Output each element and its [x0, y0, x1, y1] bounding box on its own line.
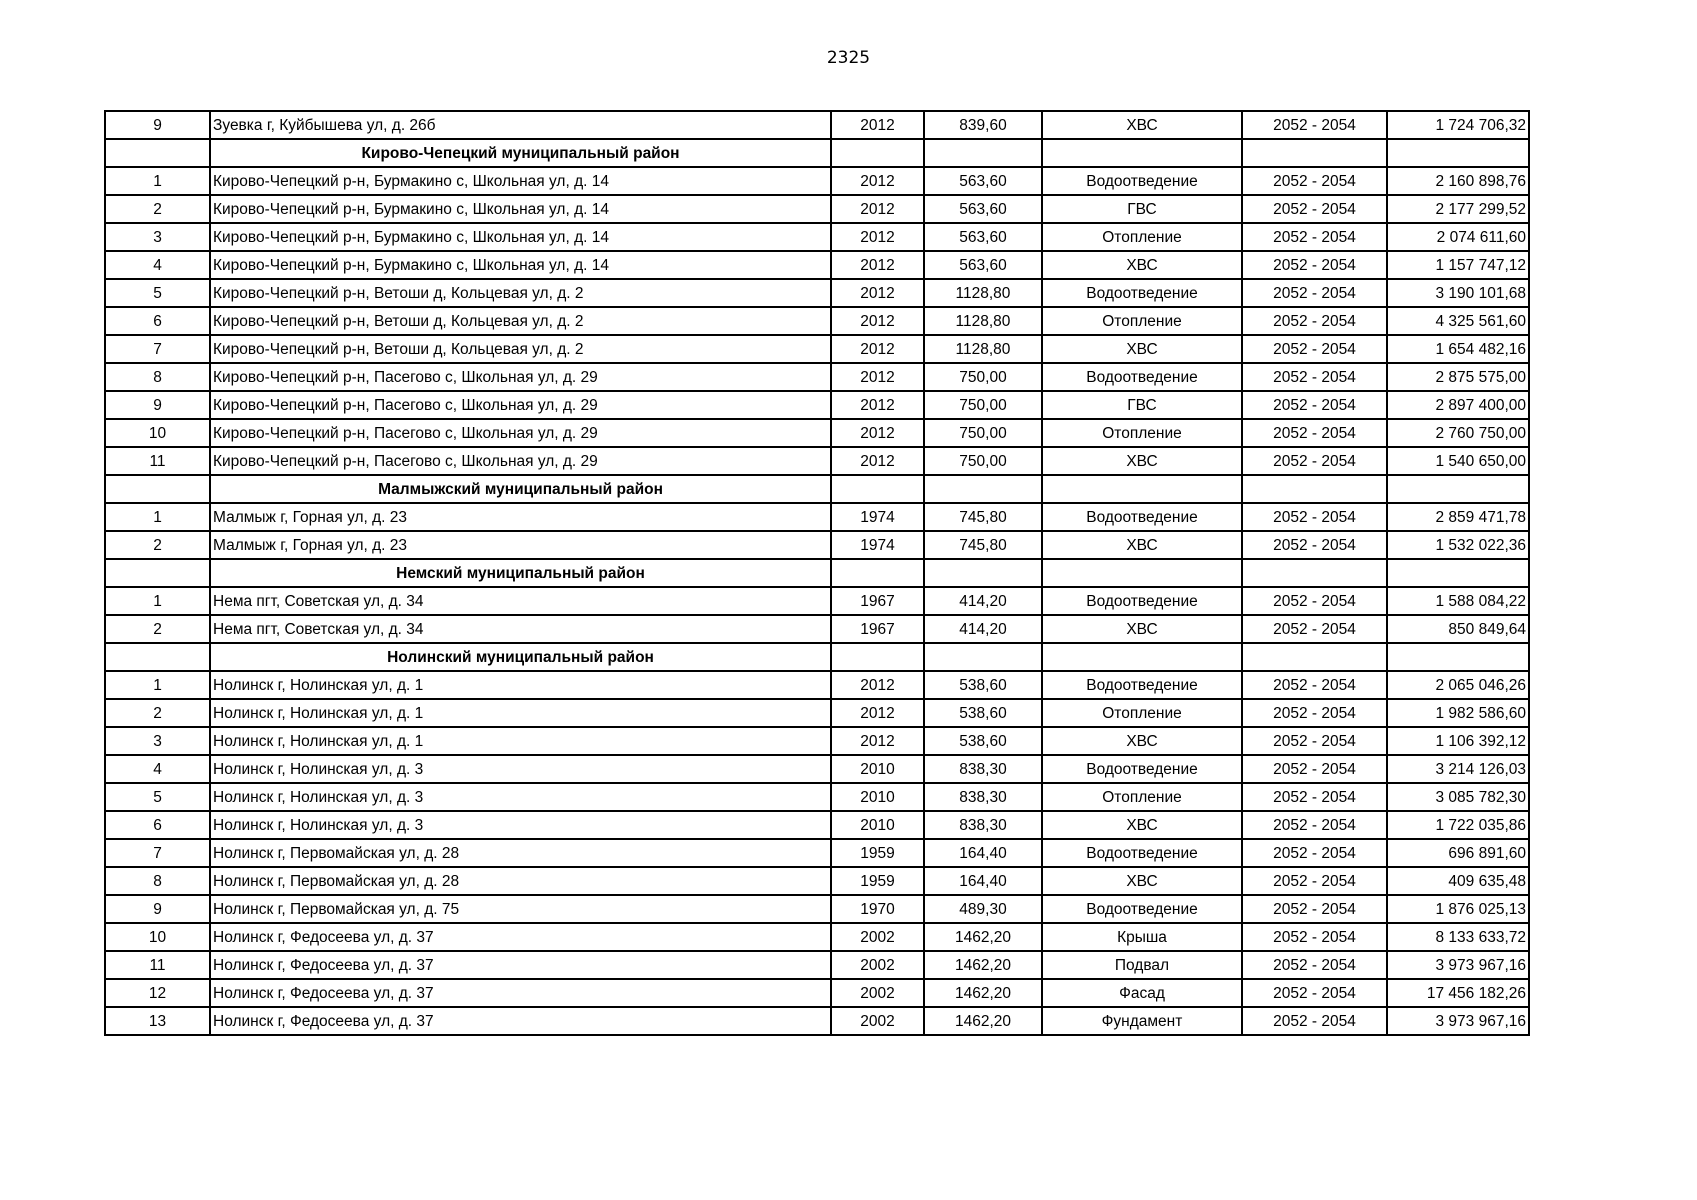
cost-cell: 17 456 182,26	[1387, 979, 1529, 1007]
row-number: 1	[105, 503, 210, 531]
area-cell: 745,80	[924, 531, 1042, 559]
year-cell: 1959	[831, 867, 924, 895]
empty-cell	[1042, 643, 1242, 671]
row-number: 9	[105, 391, 210, 419]
area-cell: 838,30	[924, 755, 1042, 783]
area-cell: 750,00	[924, 419, 1042, 447]
address-cell: Нолинск г, Федосеева ул, д. 37	[210, 1007, 831, 1035]
cost-cell: 1 722 035,86	[1387, 811, 1529, 839]
year-cell: 2012	[831, 419, 924, 447]
area-cell: 538,60	[924, 671, 1042, 699]
table-row	[105, 531, 1529, 559]
row-number: 7	[105, 335, 210, 363]
table-row	[105, 195, 1529, 223]
table-row	[105, 419, 1529, 447]
period-cell: 2052 - 2054	[1242, 895, 1387, 923]
work-type-cell: Отопление	[1042, 307, 1242, 335]
work-type-cell: ХВС	[1042, 531, 1242, 559]
cost-cell: 2 875 575,00	[1387, 363, 1529, 391]
year-cell: 2012	[831, 447, 924, 475]
period-cell: 2052 - 2054	[1242, 111, 1387, 139]
cost-cell: 409 635,48	[1387, 867, 1529, 895]
period-cell: 2052 - 2054	[1242, 699, 1387, 727]
area-cell: 839,60	[924, 111, 1042, 139]
year-cell: 1974	[831, 503, 924, 531]
section-header-row	[105, 139, 1529, 167]
work-type-cell: Водоотведение	[1042, 503, 1242, 531]
cost-cell: 3 190 101,68	[1387, 279, 1529, 307]
address-cell: Кирово-Чепецкий р-н, Пасегово с, Школьная ул, д. 29	[210, 419, 831, 447]
period-cell: 2052 - 2054	[1242, 839, 1387, 867]
work-type-cell: Водоотведение	[1042, 671, 1242, 699]
address-cell: Нолинск г, Федосеева ул, д. 37	[210, 923, 831, 951]
area-cell: 563,60	[924, 195, 1042, 223]
empty-cell	[1242, 559, 1387, 587]
cost-cell: 3 973 967,16	[1387, 951, 1529, 979]
work-type-cell: ХВС	[1042, 867, 1242, 895]
table-row	[105, 895, 1529, 923]
address-cell: Нолинск г, Первомайская ул, д. 28	[210, 839, 831, 867]
address-cell: Нема пгт, Советская ул, д. 34	[210, 615, 831, 643]
area-cell: 563,60	[924, 251, 1042, 279]
address-cell: Нолинск г, Нолинская ул, д. 1	[210, 727, 831, 755]
cost-cell: 1 157 747,12	[1387, 251, 1529, 279]
cost-cell: 2 065 046,26	[1387, 671, 1529, 699]
year-cell: 2012	[831, 391, 924, 419]
cost-cell: 1 588 084,22	[1387, 587, 1529, 615]
table-row	[105, 251, 1529, 279]
address-cell: Нолинск г, Федосеева ул, д. 37	[210, 951, 831, 979]
work-type-cell: Отопление	[1042, 223, 1242, 251]
table-row	[105, 307, 1529, 335]
period-cell: 2052 - 2054	[1242, 1007, 1387, 1035]
empty-cell	[924, 139, 1042, 167]
area-cell: 1462,20	[924, 1007, 1042, 1035]
section-header-row	[105, 643, 1529, 671]
work-type-cell: ХВС	[1042, 335, 1242, 363]
empty-cell	[831, 139, 924, 167]
row-number: 3	[105, 223, 210, 251]
address-cell: Кирово-Чепецкий р-н, Бурмакино с, Школьная ул, д. 14	[210, 167, 831, 195]
address-cell: Кирово-Чепецкий р-н, Ветоши д, Кольцевая ул, д. 2	[210, 279, 831, 307]
work-type-cell: ГВС	[1042, 391, 1242, 419]
table-row	[105, 951, 1529, 979]
page-number: 2325	[826, 48, 871, 68]
empty-cell	[1242, 643, 1387, 671]
empty-cell	[1042, 559, 1242, 587]
table-row	[105, 727, 1529, 755]
row-number: 12	[105, 979, 210, 1007]
address-cell: Нолинск г, Первомайская ул, д. 75	[210, 895, 831, 923]
year-cell: 2012	[831, 167, 924, 195]
year-cell: 1967	[831, 587, 924, 615]
address-cell: Кирово-Чепецкий р-н, Пасегово с, Школьная ул, д. 29	[210, 391, 831, 419]
work-type-cell: Фундамент	[1042, 1007, 1242, 1035]
period-cell: 2052 - 2054	[1242, 307, 1387, 335]
work-type-cell: Подвал	[1042, 951, 1242, 979]
row-number: 9	[105, 111, 210, 139]
cost-cell: 2 760 750,00	[1387, 419, 1529, 447]
area-cell: 1462,20	[924, 923, 1042, 951]
year-cell: 2012	[831, 671, 924, 699]
cost-cell: 4 325 561,60	[1387, 307, 1529, 335]
empty-cell	[105, 475, 210, 503]
cost-cell: 1 876 025,13	[1387, 895, 1529, 923]
table-row	[105, 363, 1529, 391]
empty-cell	[1387, 475, 1529, 503]
period-cell: 2052 - 2054	[1242, 811, 1387, 839]
row-number: 6	[105, 307, 210, 335]
row-number: 10	[105, 923, 210, 951]
row-number: 1	[105, 587, 210, 615]
table-row	[105, 167, 1529, 195]
table-row	[105, 111, 1529, 139]
area-cell: 838,30	[924, 783, 1042, 811]
cost-cell: 1 724 706,32	[1387, 111, 1529, 139]
row-number: 1	[105, 167, 210, 195]
section-header-row	[105, 475, 1529, 503]
empty-cell	[1042, 475, 1242, 503]
area-cell: 563,60	[924, 167, 1042, 195]
period-cell: 2052 - 2054	[1242, 391, 1387, 419]
area-cell: 164,40	[924, 867, 1042, 895]
year-cell: 2010	[831, 755, 924, 783]
cost-cell: 850 849,64	[1387, 615, 1529, 643]
table-row	[105, 811, 1529, 839]
row-number: 4	[105, 755, 210, 783]
work-type-cell: Водоотведение	[1042, 895, 1242, 923]
empty-cell	[831, 643, 924, 671]
address-cell: Кирово-Чепецкий р-н, Пасегово с, Школьная ул, д. 29	[210, 363, 831, 391]
cost-cell: 1 540 650,00	[1387, 447, 1529, 475]
work-type-cell: Водоотведение	[1042, 587, 1242, 615]
address-cell: Малмыж г, Горная ул, д. 23	[210, 531, 831, 559]
repair-schedule-table	[104, 110, 1530, 1036]
row-number: 11	[105, 951, 210, 979]
row-number: 3	[105, 727, 210, 755]
area-cell: 538,60	[924, 699, 1042, 727]
period-cell: 2052 - 2054	[1242, 503, 1387, 531]
year-cell: 1970	[831, 895, 924, 923]
section-header-row	[105, 559, 1529, 587]
table-row	[105, 867, 1529, 895]
area-cell: 750,00	[924, 391, 1042, 419]
period-cell: 2052 - 2054	[1242, 979, 1387, 1007]
cost-cell: 696 891,60	[1387, 839, 1529, 867]
table-row	[105, 391, 1529, 419]
row-number: 4	[105, 251, 210, 279]
period-cell: 2052 - 2054	[1242, 755, 1387, 783]
address-cell: Кирово-Чепецкий р-н, Пасегово с, Школьная ул, д. 29	[210, 447, 831, 475]
address-cell: Зуевка г, Куйбышева ул, д. 26б	[210, 111, 831, 139]
work-type-cell: Водоотведение	[1042, 279, 1242, 307]
empty-cell	[1242, 475, 1387, 503]
area-cell: 750,00	[924, 447, 1042, 475]
address-cell: Нолинск г, Первомайская ул, д. 28	[210, 867, 831, 895]
area-cell: 489,30	[924, 895, 1042, 923]
address-cell: Нолинск г, Федосеева ул, д. 37	[210, 979, 831, 1007]
address-cell: Кирово-Чепецкий р-н, Ветоши д, Кольцевая ул, д. 2	[210, 335, 831, 363]
table-row	[105, 587, 1529, 615]
address-cell: Кирово-Чепецкий р-н, Бурмакино с, Школьная ул, д. 14	[210, 251, 831, 279]
year-cell: 2012	[831, 223, 924, 251]
work-type-cell: Водоотведение	[1042, 839, 1242, 867]
empty-cell	[1242, 139, 1387, 167]
area-cell: 414,20	[924, 615, 1042, 643]
empty-cell	[105, 643, 210, 671]
year-cell: 2010	[831, 811, 924, 839]
empty-cell	[1387, 559, 1529, 587]
row-number: 2	[105, 195, 210, 223]
period-cell: 2052 - 2054	[1242, 783, 1387, 811]
period-cell: 2052 - 2054	[1242, 195, 1387, 223]
section-title: Немский муниципальный район	[210, 559, 831, 587]
empty-cell	[1387, 643, 1529, 671]
area-cell: 1462,20	[924, 979, 1042, 1007]
year-cell: 2012	[831, 307, 924, 335]
work-type-cell: Водоотведение	[1042, 167, 1242, 195]
work-type-cell: ХВС	[1042, 447, 1242, 475]
work-type-cell: Отопление	[1042, 419, 1242, 447]
cost-cell: 8 133 633,72	[1387, 923, 1529, 951]
year-cell: 2012	[831, 363, 924, 391]
period-cell: 2052 - 2054	[1242, 251, 1387, 279]
row-number: 5	[105, 783, 210, 811]
cost-cell: 3 973 967,16	[1387, 1007, 1529, 1035]
period-cell: 2052 - 2054	[1242, 727, 1387, 755]
year-cell: 2012	[831, 727, 924, 755]
year-cell: 2002	[831, 1007, 924, 1035]
row-number: 2	[105, 531, 210, 559]
period-cell: 2052 - 2054	[1242, 587, 1387, 615]
row-number: 8	[105, 363, 210, 391]
area-cell: 538,60	[924, 727, 1042, 755]
address-cell: Кирово-Чепецкий р-н, Ветоши д, Кольцевая ул, д. 2	[210, 307, 831, 335]
cost-cell: 2 859 471,78	[1387, 503, 1529, 531]
empty-cell	[1042, 139, 1242, 167]
table-row	[105, 755, 1529, 783]
table-row	[105, 699, 1529, 727]
row-number: 10	[105, 419, 210, 447]
cost-cell: 1 654 482,16	[1387, 335, 1529, 363]
year-cell: 1974	[831, 531, 924, 559]
area-cell: 1128,80	[924, 307, 1042, 335]
table-row	[105, 923, 1529, 951]
period-cell: 2052 - 2054	[1242, 167, 1387, 195]
row-number: 13	[105, 1007, 210, 1035]
table-row	[105, 979, 1529, 1007]
cost-cell: 3 214 126,03	[1387, 755, 1529, 783]
table-row	[105, 1007, 1529, 1035]
area-cell: 1462,20	[924, 951, 1042, 979]
section-title: Нолинский муниципальный район	[210, 643, 831, 671]
work-type-cell: ХВС	[1042, 727, 1242, 755]
period-cell: 2052 - 2054	[1242, 447, 1387, 475]
year-cell: 1967	[831, 615, 924, 643]
work-type-cell: Фасад	[1042, 979, 1242, 1007]
table-row	[105, 503, 1529, 531]
area-cell: 1128,80	[924, 279, 1042, 307]
year-cell: 2012	[831, 699, 924, 727]
address-cell: Малмыж г, Горная ул, д. 23	[210, 503, 831, 531]
work-type-cell: ХВС	[1042, 811, 1242, 839]
work-type-cell: ХВС	[1042, 251, 1242, 279]
address-cell: Нолинск г, Нолинская ул, д. 3	[210, 755, 831, 783]
row-number: 9	[105, 895, 210, 923]
period-cell: 2052 - 2054	[1242, 363, 1387, 391]
table-body	[105, 111, 1529, 1035]
period-cell: 2052 - 2054	[1242, 671, 1387, 699]
cost-cell: 3 085 782,30	[1387, 783, 1529, 811]
row-number: 2	[105, 699, 210, 727]
area-cell: 1128,80	[924, 335, 1042, 363]
empty-cell	[1387, 139, 1529, 167]
cost-cell: 2 160 898,76	[1387, 167, 1529, 195]
row-number: 7	[105, 839, 210, 867]
period-cell: 2052 - 2054	[1242, 531, 1387, 559]
period-cell: 2052 - 2054	[1242, 951, 1387, 979]
year-cell: 2012	[831, 251, 924, 279]
empty-cell	[105, 139, 210, 167]
address-cell: Нолинск г, Нолинская ул, д. 3	[210, 783, 831, 811]
row-number: 1	[105, 671, 210, 699]
year-cell: 2010	[831, 783, 924, 811]
work-type-cell: ХВС	[1042, 615, 1242, 643]
empty-cell	[924, 559, 1042, 587]
year-cell: 2002	[831, 979, 924, 1007]
row-number: 6	[105, 811, 210, 839]
period-cell: 2052 - 2054	[1242, 223, 1387, 251]
year-cell: 1959	[831, 839, 924, 867]
work-type-cell: Водоотведение	[1042, 755, 1242, 783]
work-type-cell: ХВС	[1042, 111, 1242, 139]
year-cell: 2012	[831, 195, 924, 223]
area-cell: 745,80	[924, 503, 1042, 531]
table-row	[105, 223, 1529, 251]
cost-cell: 1 982 586,60	[1387, 699, 1529, 727]
table-row	[105, 615, 1529, 643]
period-cell: 2052 - 2054	[1242, 615, 1387, 643]
row-number: 2	[105, 615, 210, 643]
area-cell: 563,60	[924, 223, 1042, 251]
year-cell: 2002	[831, 951, 924, 979]
address-cell: Кирово-Чепецкий р-н, Бурмакино с, Школьная ул, д. 14	[210, 195, 831, 223]
work-type-cell: Отопление	[1042, 783, 1242, 811]
work-type-cell: ГВС	[1042, 195, 1242, 223]
work-type-cell: Крыша	[1042, 923, 1242, 951]
area-cell: 838,30	[924, 811, 1042, 839]
empty-cell	[924, 643, 1042, 671]
cost-cell: 2 897 400,00	[1387, 391, 1529, 419]
area-cell: 750,00	[924, 363, 1042, 391]
table-row	[105, 335, 1529, 363]
table-row	[105, 783, 1529, 811]
address-cell: Нолинск г, Нолинская ул, д. 1	[210, 671, 831, 699]
work-type-cell: Водоотведение	[1042, 363, 1242, 391]
address-cell: Нолинск г, Нолинская ул, д. 3	[210, 811, 831, 839]
empty-cell	[831, 559, 924, 587]
area-cell: 414,20	[924, 587, 1042, 615]
table-row	[105, 671, 1529, 699]
cost-cell: 1 106 392,12	[1387, 727, 1529, 755]
year-cell: 2012	[831, 111, 924, 139]
period-cell: 2052 - 2054	[1242, 335, 1387, 363]
section-title: Малмыжский муниципальный район	[210, 475, 831, 503]
row-number: 11	[105, 447, 210, 475]
row-number: 8	[105, 867, 210, 895]
work-type-cell: Отопление	[1042, 699, 1242, 727]
table-row	[105, 447, 1529, 475]
year-cell: 2002	[831, 923, 924, 951]
section-title: Кирово-Чепецкий муниципальный район	[210, 139, 831, 167]
address-cell: Нема пгт, Советская ул, д. 34	[210, 587, 831, 615]
empty-cell	[105, 559, 210, 587]
cost-cell: 2 074 611,60	[1387, 223, 1529, 251]
row-number: 5	[105, 279, 210, 307]
empty-cell	[831, 475, 924, 503]
address-cell: Кирово-Чепецкий р-н, Бурмакино с, Школьная ул, д. 14	[210, 223, 831, 251]
area-cell: 164,40	[924, 839, 1042, 867]
year-cell: 2012	[831, 335, 924, 363]
period-cell: 2052 - 2054	[1242, 923, 1387, 951]
cost-cell: 1 532 022,36	[1387, 531, 1529, 559]
address-cell: Нолинск г, Нолинская ул, д. 1	[210, 699, 831, 727]
empty-cell	[924, 475, 1042, 503]
cost-cell: 2 177 299,52	[1387, 195, 1529, 223]
year-cell: 2012	[831, 279, 924, 307]
period-cell: 2052 - 2054	[1242, 279, 1387, 307]
period-cell: 2052 - 2054	[1242, 867, 1387, 895]
period-cell: 2052 - 2054	[1242, 419, 1387, 447]
table-row	[105, 279, 1529, 307]
table-row	[105, 839, 1529, 867]
